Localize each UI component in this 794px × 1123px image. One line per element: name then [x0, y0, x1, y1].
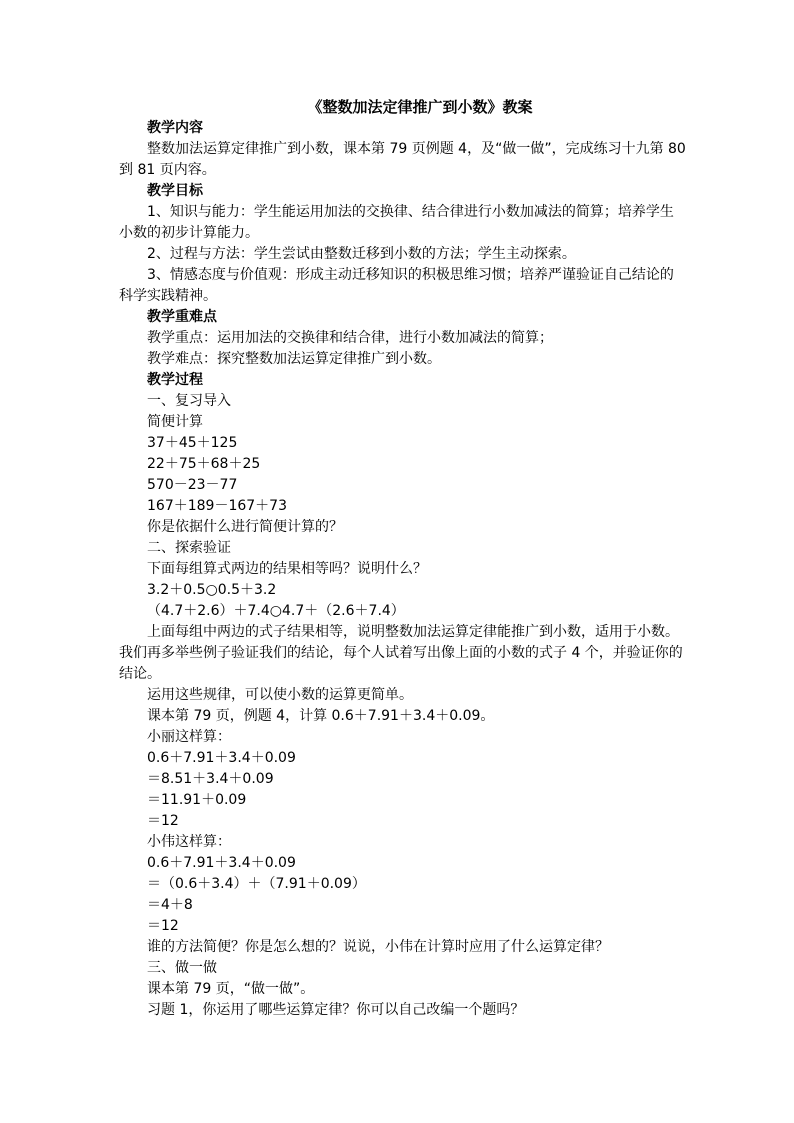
conclusion-paragraph: 上面每组中两边的式子结果相等，说明整数加法运算定律能推广到小数，适用于小数。我们再多举些例子验证我们的结论，每个人试着写出像上面的小数的式子 4 个，并验证你的结论。	[119, 624, 683, 682]
goal-1: 1、知识与能力：学生能运用加法的交换律、结合律进行小数加减法的简算；培养学生小数的初步计算能力。	[119, 204, 674, 241]
text-line: ＝12	[147, 918, 179, 934]
text-line: （4.7＋2.6）＋7.4○4.7＋（2.6＋7.4）	[147, 603, 405, 619]
document-title: 《整数加法定律推广到小数》教案	[307, 98, 533, 116]
text-line: ＝12	[147, 813, 179, 829]
text-line: ＝（0.6＋3.4）＋（7.91＋0.09）	[147, 876, 366, 892]
difficult-point: 教学难点：探究整数加法运算定律推广到小数。	[147, 351, 441, 367]
text-line: 你是依据什么进行简便计算的？	[147, 519, 343, 535]
key-point: 教学重点：运用加法的交换律和结合律，进行小数加减法的简算；	[147, 330, 553, 346]
text-line: 三、做一做	[147, 960, 217, 976]
text-line: 课本第 79 页，“做一做”。	[147, 981, 315, 997]
heading-key-points: 教学重难点	[147, 309, 217, 325]
text-line: 37＋45＋125	[147, 435, 238, 451]
text-line: 0.6＋7.91＋3.4＋0.09	[147, 855, 296, 871]
text-line: 运用这些规律，可以使小数的运算更简单。	[147, 687, 413, 703]
text-line: ＝8.51＋3.4＋0.09	[147, 771, 274, 787]
heading-content: 教学内容	[147, 120, 203, 136]
document-page	[119, 97, 687, 1021]
text-line: 3.2＋0.5○0.5＋3.2	[147, 582, 277, 598]
text-line: 0.6＋7.91＋3.4＋0.09	[147, 750, 296, 766]
text-line: ＝4＋8	[147, 897, 193, 913]
text-line: 习题 1，你运用了哪些运算定律？你可以自己改编一个题吗？	[147, 1002, 525, 1018]
text-line: 小伟这样算：	[147, 834, 231, 850]
text-line: 简便计算	[147, 414, 203, 430]
text-line: 167＋189－167＋73	[147, 498, 287, 514]
text-line: 谁的方法简便？你是怎么想的？说说，小伟在计算时应用了什么运算定律？	[147, 939, 609, 955]
text-line: 22＋75＋68＋25	[147, 456, 261, 472]
text-line: 一、复习导入	[147, 393, 231, 409]
goal-2: 2、过程与方法：学生尝试由整数迁移到小数的方法；学生主动探索。	[147, 246, 576, 262]
text-line: 570－23－77	[147, 477, 238, 493]
text-line: 二、探索验证	[147, 540, 231, 556]
heading-goals: 教学目标	[147, 183, 203, 199]
goal-3: 3、情感态度与价值观：形成主动迁移知识的积极思维习惯；培养严谨验证自己结论的科学实践精神。	[119, 267, 674, 304]
content-paragraph: 整数加法运算定律推广到小数，课本第 79 页例题 4，及“做一做”，完成练习十九第 80 到 81 页内容。	[119, 141, 686, 178]
text-line: ＝11.91＋0.09	[147, 792, 247, 808]
heading-process: 教学过程	[147, 372, 203, 388]
text-line: 课本第 79 页，例题 4，计算 0.6＋7.91＋3.4＋0.09。	[147, 708, 495, 724]
text-line: 小丽这样算：	[147, 729, 231, 745]
text-line: 下面每组算式两边的结果相等吗？说明什么？	[147, 561, 427, 577]
